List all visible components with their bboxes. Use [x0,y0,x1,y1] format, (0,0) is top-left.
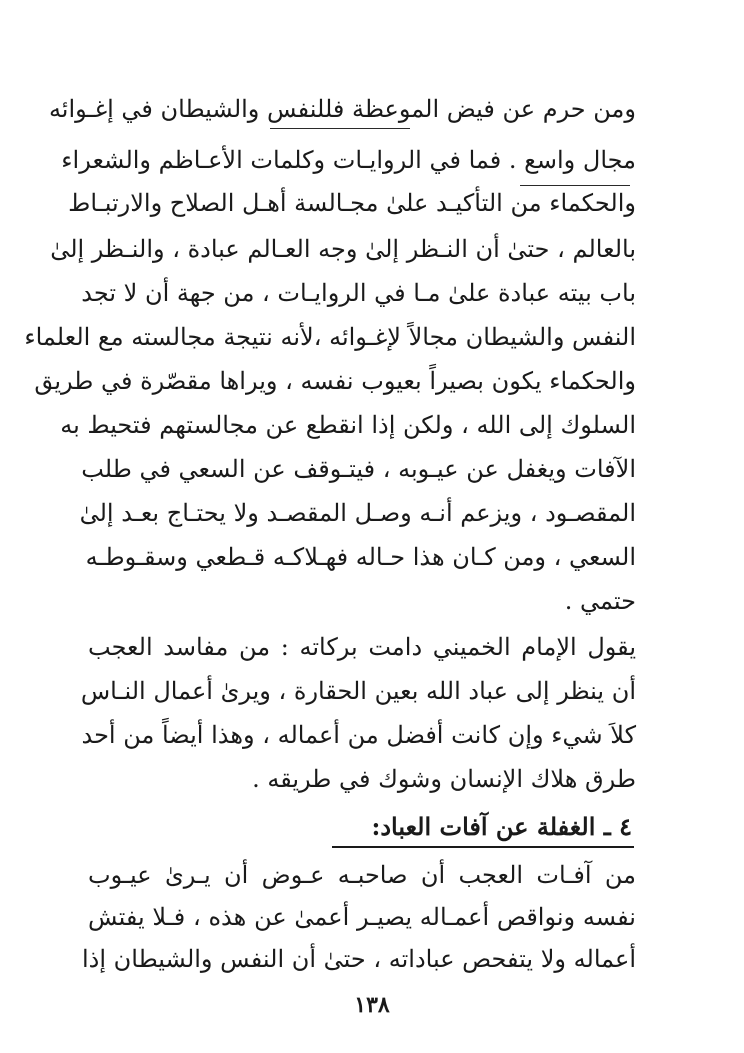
text-line: السلوك إلى الله ، ولكن إذا انقطع عن مجالستهم فتحيط به [60,411,636,439]
text-line: المقصـود ، ويزعم أنـه وصـل المقصـد ولا يحتـاج بعـد إلىٰ [79,499,636,527]
page-number: ١٣٨ [354,992,390,1018]
text-line: والحكماء من التأكيـد علىٰ مجـالسة أهـل الصلاح والارتبـاط [68,189,636,217]
text-line: من آفـات العجب أن صاحبـه عـوض أن يـرىٰ عيـوب [88,861,636,889]
text-line: بالعالم ، حتىٰ أن النـظر إلىٰ وجه العـالم عبادة ، والنـظر إلىٰ [50,235,636,263]
text-line: كلاَ شيء وإن كانت أفضل من أعماله ، وهذا أيضاً من أحد [81,721,636,749]
text-line: يقول الإمام الخميني دامت بركاته : من مفاسد العجب [88,633,636,661]
text-line: والحكماء يكون بصيراً بعيوب نفسه ، ويراها مقصّرة في طريق [34,367,636,395]
text-line: طرق هلاك الإنسان وشوك في طريقه . [252,765,636,793]
text-line: الآفات ويغفل عن عيـوبه ، فيتـوقف عن السعي في طلب [81,455,636,483]
text-line: نفسه ونواقص أعمـاله يصيـر أعمىٰ عن هذه ، فـلا يفتش [88,903,636,931]
pen-underline [270,128,410,129]
text-line: النفس والشيطان مجالاً لإغـوائه ،لأنه نتيجة مجالسته مع العلماء [24,323,636,351]
text-line: ومن حرم عن فيض الموعظة فللنفس والشيطان في إغـوائه [48,95,636,123]
pen-underline [520,185,630,186]
text-line: أعماله ولا يتفحص عباداته ، حتىٰ أن النفس والشيطان إذا [82,945,636,973]
section-heading: ٤ ـ الغفلة عن آفات العباد: [371,812,632,841]
heading-underline [332,846,634,848]
text-line: حتمي . [564,587,636,615]
text-line: السعي ، ومن كـان هذا حـاله فهـلاكـه قـطعي وسقـوطـه [85,543,636,571]
text-line: أن ينظر إلى عباد الله بعين الحقارة ، ويرىٰ أعمال النـاس [80,677,636,705]
text-line: باب بيته عبادة علىٰ مـا في الروايـات ، من جهة أن لا تجد [81,279,636,307]
text-line: مجال واسع . فما في الروايـات وكلمات الأعـاظم والشعراء [61,146,636,174]
